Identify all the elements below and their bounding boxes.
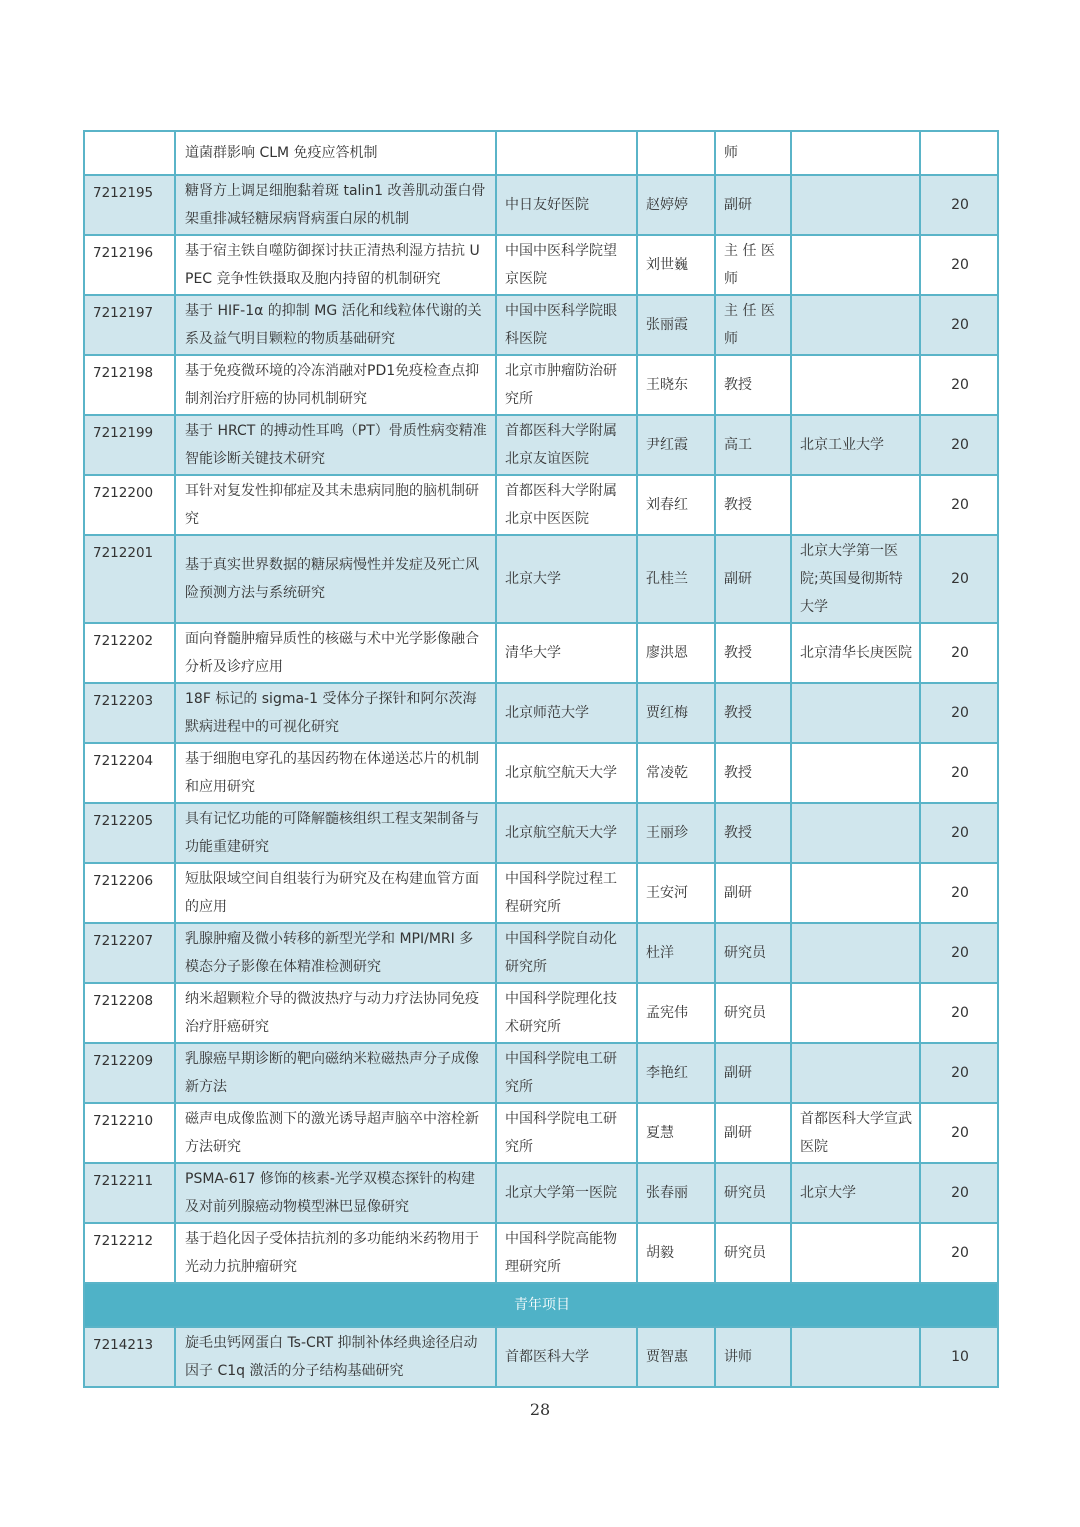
partner-cell <box>791 863 920 923</box>
project-id-cell: 7212199 <box>84 415 175 475</box>
table-row <box>84 415 998 475</box>
project-id-cell: 7212198 <box>84 355 175 415</box>
unit-cell: 中国中医科学院眼科医院 <box>496 295 637 355</box>
funding-cell <box>920 131 998 175</box>
table-row <box>84 235 998 295</box>
project-title-cell: 面向脊髓肿瘤异质性的核磁与术中光学影像融合分析及诊疗应用 <box>175 623 496 683</box>
partner-cell <box>791 235 920 295</box>
table-row <box>84 1327 998 1387</box>
partner-cell <box>791 803 920 863</box>
project-id-cell: 7212200 <box>84 475 175 535</box>
name-cell <box>637 131 715 175</box>
unit-cell: 北京大学第一医院 <box>496 1163 637 1223</box>
position-cell: 研究员 <box>715 923 791 983</box>
unit-cell: 中国科学院理化技术研究所 <box>496 983 637 1043</box>
project-id-cell: 7212202 <box>84 623 175 683</box>
name-cell: 王安河 <box>637 863 715 923</box>
unit-cell: 首都医科大学附属北京中医医院 <box>496 475 637 535</box>
name-cell: 孔桂兰 <box>637 535 715 623</box>
partner-cell <box>791 131 920 175</box>
funding-cell: 20 <box>920 803 998 863</box>
unit-cell: 中国科学院过程工程研究所 <box>496 863 637 923</box>
page-number: 28 <box>529 1400 551 1419</box>
project-id-cell: 7212211 <box>84 1163 175 1223</box>
unit-cell: 北京大学 <box>496 535 637 623</box>
partner-cell <box>791 983 920 1043</box>
section-header-label: 青年项目 <box>84 1283 998 1327</box>
project-title-cell: 乳腺癌早期诊断的靶向磁纳米粒磁热声分子成像新方法 <box>175 1043 496 1103</box>
unit-cell: 北京市肿瘤防治研究所 <box>496 355 637 415</box>
partner-cell: 北京大学第一医院;英国曼彻斯特大学 <box>791 535 920 623</box>
name-cell: 张丽霞 <box>637 295 715 355</box>
table-row <box>84 355 998 415</box>
name-cell: 杜洋 <box>637 923 715 983</box>
project-id-cell: 7212201 <box>84 535 175 623</box>
name-cell: 张春丽 <box>637 1163 715 1223</box>
name-cell: 刘春红 <box>637 475 715 535</box>
unit-cell: 清华大学 <box>496 623 637 683</box>
project-id-cell: 7212195 <box>84 175 175 235</box>
project-id-cell: 7212204 <box>84 743 175 803</box>
project-title-cell: 基于宿主铁自噬防御探讨扶正清热利湿方拮抗 UPEC 竞争性铁摄取及胞内持留的机制研究 <box>175 235 496 295</box>
funding-cell: 20 <box>920 175 998 235</box>
position-cell: 主 任 医 师 <box>715 235 791 295</box>
partner-cell <box>791 295 920 355</box>
position-cell: 师 <box>715 131 791 175</box>
partner-cell <box>791 743 920 803</box>
table-row <box>84 683 998 743</box>
unit-cell: 中国科学院自动化研究所 <box>496 923 637 983</box>
name-cell: 廖洪恩 <box>637 623 715 683</box>
partner-cell <box>791 1043 920 1103</box>
position-cell: 副研 <box>715 1103 791 1163</box>
funding-cell: 20 <box>920 923 998 983</box>
position-cell: 教授 <box>715 683 791 743</box>
project-title-cell: 乳腺肿瘤及微小转移的新型光学和 MPI/MRI 多模态分子影像在体精准检测研究 <box>175 923 496 983</box>
position-cell: 教授 <box>715 623 791 683</box>
position-cell: 研究员 <box>715 1163 791 1223</box>
project-title-cell: 短肽限域空间自组装行为研究及在构建血管方面的应用 <box>175 863 496 923</box>
project-title-cell: 基于趋化因子受体拮抗剂的多功能纳米药物用于光动力抗肿瘤研究 <box>175 1223 496 1283</box>
table-row <box>84 1223 998 1283</box>
funding-cell: 20 <box>920 475 998 535</box>
partner-cell <box>791 175 920 235</box>
project-title-cell: 具有记忆功能的可降解髓核组织工程支架制备与功能重建研究 <box>175 803 496 863</box>
project-title-cell: PSMA-617 修饰的核素-光学双模态探针的构建及对前列腺癌动物模型淋巴显像研究 <box>175 1163 496 1223</box>
position-cell: 教授 <box>715 475 791 535</box>
funding-cell: 20 <box>920 1223 998 1283</box>
funding-cell: 20 <box>920 1103 998 1163</box>
funding-cell: 20 <box>920 983 998 1043</box>
project-id-cell: 7212197 <box>84 295 175 355</box>
table-row <box>84 175 998 235</box>
table-row <box>84 475 998 535</box>
partner-cell: 首都医科大学宣武医院 <box>791 1103 920 1163</box>
name-cell: 王晓东 <box>637 355 715 415</box>
project-title-cell: 耳针对复发性抑郁症及其未患病同胞的脑机制研究 <box>175 475 496 535</box>
position-cell: 教授 <box>715 803 791 863</box>
project-title-cell: 旋毛虫钙网蛋白 Ts-CRT 抑制补体经典途径启动因子 C1q 激活的分子结构基础研究 <box>175 1327 496 1387</box>
unit-cell: 首都医科大学 <box>496 1327 637 1387</box>
unit-cell: 北京航空航天大学 <box>496 803 637 863</box>
funding-cell: 20 <box>920 863 998 923</box>
partner-cell <box>791 475 920 535</box>
position-cell: 教授 <box>715 743 791 803</box>
project-id-cell: 7212212 <box>84 1223 175 1283</box>
position-cell: 副研 <box>715 1043 791 1103</box>
funding-cell: 20 <box>920 415 998 475</box>
project-title-cell: 基于 HRCT 的搏动性耳鸣（PT）骨质性病变精准智能诊断关键技术研究 <box>175 415 496 475</box>
project-id-cell: 7212203 <box>84 683 175 743</box>
table-row <box>84 923 998 983</box>
project-title-cell: 纳米超颗粒介导的微波热疗与动力疗法协同免疫治疗肝癌研究 <box>175 983 496 1043</box>
funding-cell: 20 <box>920 355 998 415</box>
position-cell: 副研 <box>715 535 791 623</box>
name-cell: 孟宪伟 <box>637 983 715 1043</box>
position-cell: 副研 <box>715 863 791 923</box>
name-cell: 赵婷婷 <box>637 175 715 235</box>
funding-cell: 20 <box>920 683 998 743</box>
table-row-continued <box>84 131 998 175</box>
project-id-cell: 7212209 <box>84 1043 175 1103</box>
unit-cell <box>496 131 637 175</box>
funding-cell: 20 <box>920 743 998 803</box>
project-id-cell: 7212207 <box>84 923 175 983</box>
funding-cell: 20 <box>920 1043 998 1103</box>
unit-cell: 中日友好医院 <box>496 175 637 235</box>
partner-cell <box>791 1327 920 1387</box>
position-cell: 主 任 医 师 <box>715 295 791 355</box>
project-id-cell: 7212208 <box>84 983 175 1043</box>
unit-cell: 中国科学院电工研究所 <box>496 1043 637 1103</box>
project-title-cell: 18F 标记的 sigma-1 受体分子探针和阿尔茨海默病进程中的可视化研究 <box>175 683 496 743</box>
position-cell: 研究员 <box>715 983 791 1043</box>
table-row <box>84 1103 998 1163</box>
name-cell: 胡毅 <box>637 1223 715 1283</box>
partner-cell: 北京工业大学 <box>791 415 920 475</box>
project-id-cell: 7212196 <box>84 235 175 295</box>
project-id-cell: 7214213 <box>84 1327 175 1387</box>
partner-cell <box>791 355 920 415</box>
project-title-cell: 糖肾方上调足细胞黏着斑 talin1 改善肌动蛋白骨架重排减轻糖尿病肾病蛋白尿的机制 <box>175 175 496 235</box>
name-cell: 夏慧 <box>637 1103 715 1163</box>
table-row <box>84 295 998 355</box>
name-cell: 李艳红 <box>637 1043 715 1103</box>
table-row <box>84 743 998 803</box>
name-cell: 常凌乾 <box>637 743 715 803</box>
name-cell: 刘世巍 <box>637 235 715 295</box>
funding-cell: 20 <box>920 623 998 683</box>
project-id-cell: 7212210 <box>84 1103 175 1163</box>
unit-cell: 中国科学院电工研究所 <box>496 1103 637 1163</box>
project-title-cell: 磁声电成像监测下的激光诱导超声脑卒中溶栓新方法研究 <box>175 1103 496 1163</box>
funding-cell: 10 <box>920 1327 998 1387</box>
partner-cell <box>791 1223 920 1283</box>
table-row <box>84 803 998 863</box>
name-cell: 尹红霞 <box>637 415 715 475</box>
position-cell: 讲师 <box>715 1327 791 1387</box>
funding-cell: 20 <box>920 1163 998 1223</box>
table-row <box>84 1043 998 1103</box>
project-title-cell: 基于 HIF-1α 的抑制 MG 活化和线粒体代谢的关系及益气明目颗粒的物质基础研究 <box>175 295 496 355</box>
project-id-cell <box>84 131 175 175</box>
unit-cell: 中国中医科学院望京医院 <box>496 235 637 295</box>
partner-cell <box>791 923 920 983</box>
table-row <box>84 983 998 1043</box>
section-header-row <box>84 1283 998 1327</box>
name-cell: 贾红梅 <box>637 683 715 743</box>
partner-cell: 北京清华长庚医院 <box>791 623 920 683</box>
position-cell: 高工 <box>715 415 791 475</box>
project-title-cell: 基于真实世界数据的糖尿病慢性并发症及死亡风险预测方法与系统研究 <box>175 535 496 623</box>
project-title-cell: 道菌群影响 CLM 免疫应答机制 <box>175 131 496 175</box>
position-cell: 副研 <box>715 175 791 235</box>
project-id-cell: 7212205 <box>84 803 175 863</box>
funding-cell: 20 <box>920 235 998 295</box>
unit-cell: 首都医科大学附属北京友谊医院 <box>496 415 637 475</box>
table-row <box>84 863 998 923</box>
project-id-cell: 7212206 <box>84 863 175 923</box>
funding-cell: 20 <box>920 295 998 355</box>
funding-cell: 20 <box>920 535 998 623</box>
name-cell: 王丽珍 <box>637 803 715 863</box>
table-row <box>84 535 998 623</box>
position-cell: 教授 <box>715 355 791 415</box>
unit-cell: 北京师范大学 <box>496 683 637 743</box>
project-title-cell: 基于细胞电穿孔的基因药物在体递送芯片的机制和应用研究 <box>175 743 496 803</box>
name-cell: 贾智惠 <box>637 1327 715 1387</box>
table-row <box>84 623 998 683</box>
partner-cell: 北京大学 <box>791 1163 920 1223</box>
table-row <box>84 1163 998 1223</box>
project-title-cell: 基于免疫微环境的冷冻消融对PD1免疫检查点抑制剂治疗肝癌的协同机制研究 <box>175 355 496 415</box>
partner-cell <box>791 683 920 743</box>
unit-cell: 中国科学院高能物理研究所 <box>496 1223 637 1283</box>
unit-cell: 北京航空航天大学 <box>496 743 637 803</box>
position-cell: 研究员 <box>715 1223 791 1283</box>
project-table <box>83 130 999 1388</box>
